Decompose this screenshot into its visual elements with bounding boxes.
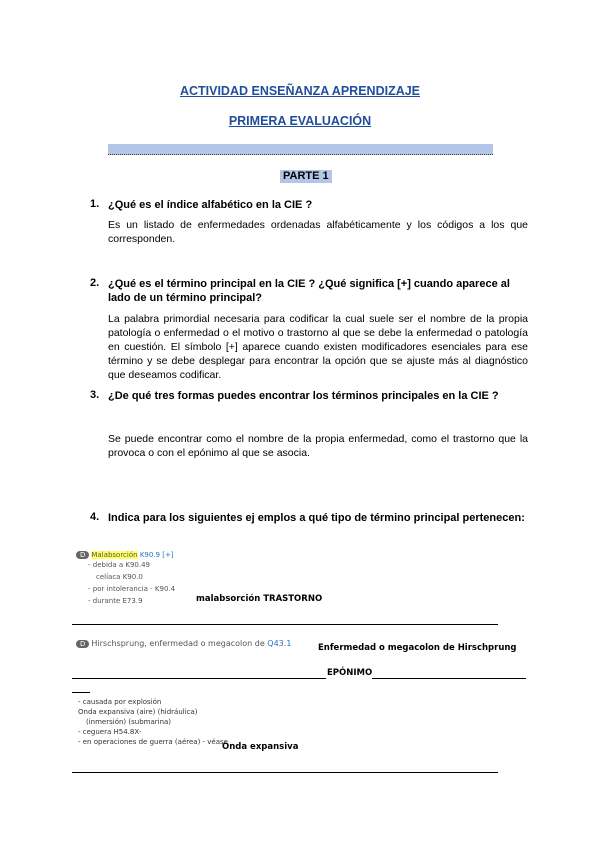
snippet-3-line: (inmersión) (submarina) (86, 718, 172, 726)
snippet-1-line: - durante E73.9 (88, 597, 143, 605)
question-1-number: 1. (90, 198, 100, 210)
answer-line (72, 772, 498, 773)
answer-line (72, 624, 498, 625)
snippet-3-line: - causada por explosión (78, 698, 162, 706)
snippet-1-term: Malabsorción (91, 551, 138, 559)
snippet-1-code: K90.9 (139, 551, 160, 559)
snippet-2-code: Q43.1 (267, 639, 292, 648)
snippet-2-badge: D (76, 640, 89, 648)
answer-line (372, 678, 526, 679)
snippet-1-badge: D (76, 551, 89, 559)
question-3-answer: Se puede encontrar como el nombre de la propia enfermedad, como el trastorno que la provoca o con el epónimo al que se asocia. (108, 433, 528, 459)
question-3-text: ¿De qué tres formas puedes encontrar los términos principales en la CIE ? (108, 390, 499, 402)
snippet-onda-expansiva (78, 697, 228, 747)
question-2-text: ¿Qué es el término principal en la CIE ? ¿Qué significa [+] cuando aparece al lado de un término principal? (108, 278, 510, 304)
question-1-text: ¿Qué es el índice alfabético en la CIE ? (108, 199, 313, 211)
question-3-number: 3. (90, 389, 100, 401)
snippet-hirschsprung (76, 639, 336, 648)
answer-eponimo: EPÓNIMO (327, 668, 373, 678)
question-1-answer: Es un listado de enfermedades ordenadas alfabéticamente y los códigos a los que corresponden. (108, 219, 528, 245)
answer-line (72, 678, 326, 679)
snippet-1-line: - debida a K90.49 (88, 561, 150, 569)
answer-onda-expansiva: Onda expansiva (222, 742, 299, 752)
dotted-divider (108, 144, 493, 155)
snippet-1-plus: [+] (162, 551, 174, 559)
question-2-answer: La palabra primordial necesaria para codificar la cual suele ser el nombre de la propia patología o enfermedad o el motivo o trastorno al que se debe la enfermedad o patología en cuestión. El símbolo [+] aparece cuando existen modificadores esenciales para ese término y se debe desplegar para encontrar la opción que se ajuste más al diagnóstico que deseamos codificar. (108, 313, 528, 381)
snippet-3-line: Onda expansiva (aire) (hidráulica) (78, 708, 198, 716)
snippet-1-line: celíaca K90.0 (96, 573, 143, 581)
snippet-2-term: Hirschsprung, enfermedad o megacolon de (91, 639, 265, 648)
document-title: ACTIVIDAD ENSEÑANZA APRENDIZAJE (179, 84, 421, 98)
question-2-number: 2. (90, 277, 100, 289)
answer-malabsorcion: malabsorción TRASTORNO (196, 594, 323, 604)
snippet-malabsorcion (76, 551, 196, 607)
document-subtitle: PRIMERA EVALUACIÓN (228, 114, 372, 128)
answer-hirschsprung: Enfermedad o megacolon de Hirschprung (318, 643, 517, 653)
answer-line (72, 692, 90, 693)
snippet-1-line: - por intolerancia - K90.4 (88, 585, 176, 593)
section-heading: PARTE 1 (280, 170, 332, 183)
snippet-3-line: - en operaciones de guerra (aérea) - véase (78, 738, 228, 746)
snippet-3-line: - ceguera H54.8X- (78, 728, 142, 736)
question-4-text: Indica para los siguientes ej emplos a qué tipo de término principal pertenecen: (108, 512, 525, 524)
question-4-number: 4. (90, 511, 100, 523)
snippet-1-header (76, 551, 196, 559)
